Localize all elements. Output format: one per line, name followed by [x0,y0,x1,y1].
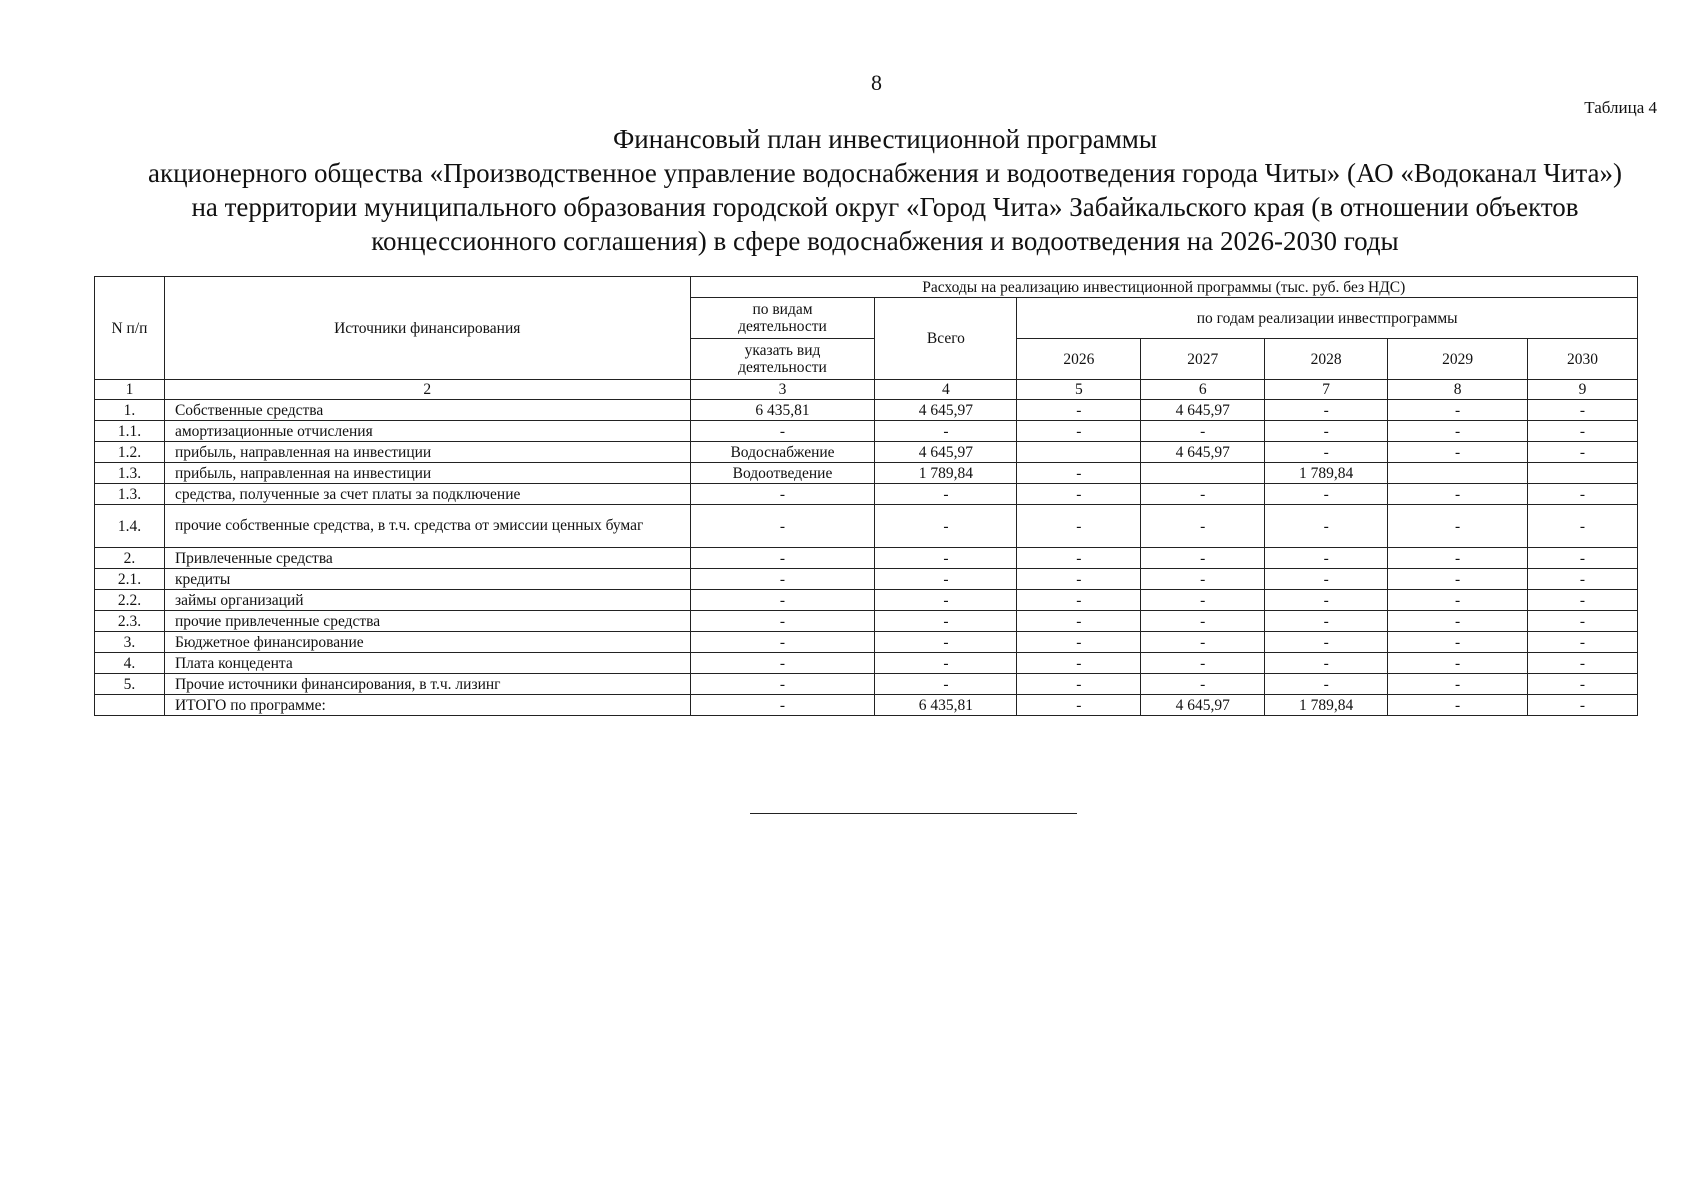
row-total: 6 435,81 [875,695,1017,716]
row-num: 1.4. [95,505,165,548]
row-source: займы организаций [164,590,690,611]
row-2029: - [1388,611,1528,632]
row-2030: - [1528,674,1638,695]
row-2027: 4 645,97 [1141,695,1265,716]
row-2028: - [1265,590,1388,611]
column-number: 6 [1141,380,1265,400]
header-row [95,277,1638,298]
row-source: Привлеченные средства [164,548,690,569]
table-row [95,632,1638,653]
row-num: 1.2. [95,442,165,463]
row-2030: - [1528,569,1638,590]
row-2028: - [1265,421,1388,442]
row-source: ИТОГО по программе: [164,695,690,716]
row-2027: 4 645,97 [1141,400,1265,421]
row-2028: - [1265,484,1388,505]
table-row [95,569,1638,590]
column-number: 1 [95,380,165,400]
row-num: 1.3. [95,484,165,505]
row-2028: - [1265,442,1388,463]
header-specify-activity-text: указать вид деятельности [738,342,827,376]
title-line: акционерного общества «Производственное управление водоснабжения и водоотведения города Читы» (АО «Водоканал Чита») [147,158,1623,188]
row-2029: - [1388,632,1528,653]
row-total: - [875,590,1017,611]
header-source: Источники финансирования [164,277,690,380]
table-label: Таблица 4 [1584,98,1657,117]
row-2026: - [1017,611,1141,632]
row-num: 1.1. [95,421,165,442]
header-year: 2029 [1388,339,1528,380]
row-2026: - [1017,463,1141,484]
column-number: 4 [875,380,1017,400]
row-2028: - [1265,548,1388,569]
row-2027: - [1141,611,1265,632]
row-2026: - [1017,484,1141,505]
row-total: 4 645,97 [875,442,1017,463]
row-num: 4. [95,653,165,674]
header-by-activity [690,298,875,339]
title-line: на территории муниципального образования городской округ «Город Чита» Забайкальского края (в отношении объектов [191,192,1579,222]
table-row [95,421,1638,442]
row-2029: - [1388,695,1528,716]
row-2026 [1017,442,1141,463]
row-activity: - [690,653,875,674]
row-2030: - [1528,695,1638,716]
row-num: 2.3. [95,611,165,632]
header-year: 2026 [1017,339,1141,380]
row-2027: - [1141,421,1265,442]
row-total: - [875,611,1017,632]
row-activity: 6 435,81 [690,400,875,421]
table-row [95,653,1638,674]
row-2027: 4 645,97 [1141,442,1265,463]
row-2030: - [1528,505,1638,548]
row-2030: - [1528,400,1638,421]
row-2028: - [1265,674,1388,695]
column-number: 9 [1528,380,1638,400]
row-2028: - [1265,505,1388,548]
row-2029: - [1388,590,1528,611]
row-source: прибыль, направленная на инвестиции [164,463,690,484]
row-source: Плата концедента [164,653,690,674]
row-activity: - [690,421,875,442]
row-2030: - [1528,653,1638,674]
row-2026: - [1017,400,1141,421]
row-2029: - [1388,548,1528,569]
row-2026: - [1017,653,1141,674]
row-total: - [875,653,1017,674]
table-row [95,484,1638,505]
row-2030: - [1528,442,1638,463]
footer-divider [750,813,1077,814]
table-row [95,590,1638,611]
row-activity: - [690,569,875,590]
table-row [95,400,1638,421]
row-2029: - [1388,569,1528,590]
row-2028: 1 789,84 [1265,695,1388,716]
row-source: Бюджетное финансирование [164,632,690,653]
row-2026: - [1017,569,1141,590]
header-year: 2028 [1265,339,1388,380]
row-2028: - [1265,611,1388,632]
row-2030: - [1528,421,1638,442]
page-number: 8 [871,70,882,95]
table-row [95,611,1638,632]
row-total: 1 789,84 [875,463,1017,484]
row-2027: - [1141,632,1265,653]
title-line: концессионного соглашения) в сфере водоснабжения и водоотведения на 2026-2030 годы [371,226,1399,256]
row-activity: Водоснабжение [690,442,875,463]
row-activity: - [690,484,875,505]
table-row [95,674,1638,695]
row-2026: - [1017,695,1141,716]
table-row [95,463,1638,484]
header-expenses: Расходы на реализацию инвестиционной программы (тыс. руб. без НДС) [690,277,1637,298]
row-2030 [1528,463,1638,484]
row-activity: - [690,611,875,632]
row-total: - [875,484,1017,505]
header-specify-activity [690,339,875,380]
row-2030: - [1528,484,1638,505]
row-num: 2.1. [95,569,165,590]
row-source: прочие собственные средства, в т.ч. средства от эмиссии ценных бумаг [164,505,690,548]
row-2028: 1 789,84 [1265,463,1388,484]
column-number: 8 [1388,380,1528,400]
row-source: средства, полученные за счет платы за подключение [164,484,690,505]
row-2026: - [1017,505,1141,548]
row-source: кредиты [164,569,690,590]
header-year: 2030 [1528,339,1638,380]
row-2027 [1141,463,1265,484]
row-2028: - [1265,400,1388,421]
row-num: 2. [95,548,165,569]
header-num: N п/п [95,277,165,380]
row-2028: - [1265,653,1388,674]
document-title [60,122,1697,258]
title-line: Финансовый план инвестиционной программы [612,124,1158,154]
column-number: 5 [1017,380,1141,400]
row-source: амортизационные отчисления [164,421,690,442]
row-source: прибыль, направленная на инвестиции [164,442,690,463]
row-activity: Водоотведение [690,463,875,484]
row-source: Собственные средства [164,400,690,421]
header-year: 2027 [1141,339,1265,380]
table-row [95,695,1638,716]
row-activity: - [690,590,875,611]
row-2029: - [1388,484,1528,505]
row-source: Прочие источники финансирования, в т.ч. лизинг [164,674,690,695]
row-2027: - [1141,653,1265,674]
row-2026: - [1017,632,1141,653]
header-by-activity-text: по видам деятельности [738,301,827,335]
column-number: 3 [690,380,875,400]
row-2030: - [1528,611,1638,632]
row-2026: - [1017,674,1141,695]
row-activity: - [690,632,875,653]
row-activity: - [690,674,875,695]
row-2029: - [1388,653,1528,674]
row-2026: - [1017,548,1141,569]
row-2027: - [1141,548,1265,569]
row-2028: - [1265,569,1388,590]
row-2028: - [1265,632,1388,653]
financial-plan-table [94,276,1638,716]
row-total: 4 645,97 [875,400,1017,421]
row-2030: - [1528,548,1638,569]
row-2029 [1388,463,1528,484]
row-2026: - [1017,421,1141,442]
row-activity: - [690,548,875,569]
header-by-years: по годам реализации инвестпрограммы [1017,298,1638,339]
row-num [95,695,165,716]
row-num: 2.2. [95,590,165,611]
row-total: - [875,505,1017,548]
row-total: - [875,548,1017,569]
row-num: 1. [95,400,165,421]
table-row [95,442,1638,463]
row-2027: - [1141,569,1265,590]
row-num: 3. [95,632,165,653]
row-2027: - [1141,484,1265,505]
column-number: 2 [164,380,690,400]
row-num: 1.3. [95,463,165,484]
table-row [95,505,1638,548]
row-source: прочие привлеченные средства [164,611,690,632]
row-2029: - [1388,505,1528,548]
row-2029: - [1388,674,1528,695]
row-total: - [875,421,1017,442]
row-2029: - [1388,400,1528,421]
column-number: 7 [1265,380,1388,400]
row-2027: - [1141,674,1265,695]
header-total: Всего [875,298,1017,380]
row-total: - [875,632,1017,653]
row-2030: - [1528,590,1638,611]
row-2026: - [1017,590,1141,611]
row-2029: - [1388,421,1528,442]
table-row [95,548,1638,569]
row-2030: - [1528,632,1638,653]
row-2029: - [1388,442,1528,463]
column-number-row [95,380,1638,400]
row-2027: - [1141,505,1265,548]
row-num: 5. [95,674,165,695]
row-activity: - [690,695,875,716]
row-total: - [875,674,1017,695]
row-activity: - [690,505,875,548]
row-2027: - [1141,590,1265,611]
row-total: - [875,569,1017,590]
